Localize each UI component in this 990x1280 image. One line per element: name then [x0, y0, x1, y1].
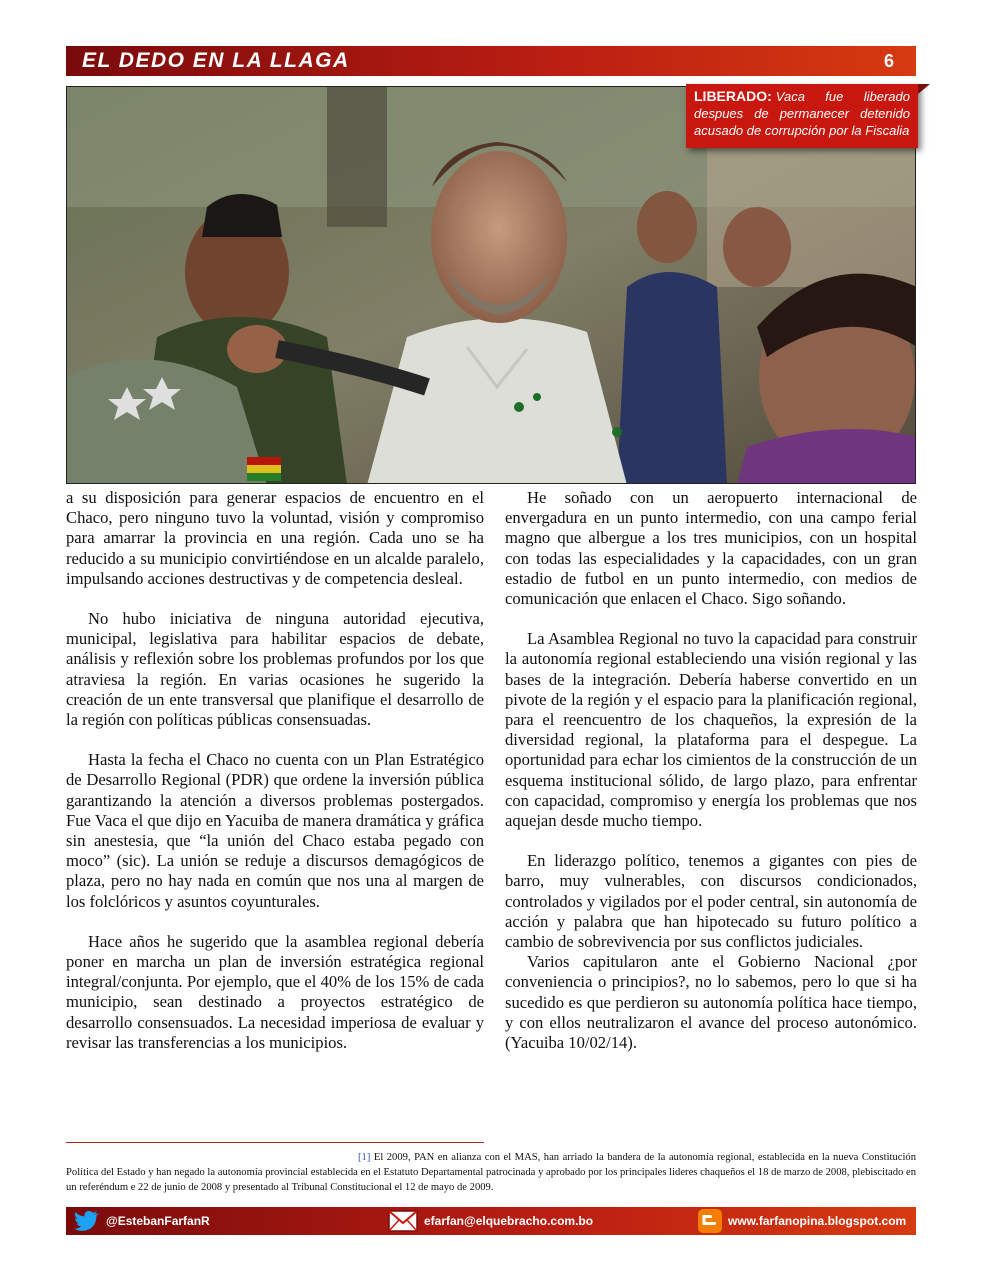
page-header — [66, 46, 916, 76]
footnote-ref-link[interactable]: [1] — [358, 1152, 371, 1163]
left-column — [66, 488, 484, 1053]
paragraph: Varios capitularon ante el Gobierno Nacional ¿por conveniencia o principios?, no lo sabemos, pero lo que si ha sucedido es que perdieron su autonomía política hace tiempo, y con ellos neutralizaron el avance del proceso autonómico. (Yacuiba 10/02/14). — [505, 952, 917, 1053]
caption-label: LIBERADO: — [694, 88, 772, 104]
twitter-bird-icon — [74, 1210, 100, 1232]
section-title: EL DEDO EN LA LLAGA — [82, 49, 350, 72]
right-column — [505, 488, 917, 1053]
caption-fold — [918, 84, 930, 94]
email-text: efarfan@elquebracho.com.bo — [424, 1214, 594, 1228]
twitter-text: @EstebanFarfanR — [106, 1214, 210, 1228]
paragraph: La Asamblea Regional no tuvo la capacidad para construir la autonomía regional estableciendo una visión regional y las bases de la integración. Debería haberse convertido en un pivote de la región y el espacio para la planificación regional, para el reencuentro de los chaqueños, la expresión de la diversidad regional, la plataforma para el despegue. La oportunidad para echar los cimientos de la construcción de un esquema institucional sólido, de largo plazo, para enfrentar con capacidad, compromiso y energía los problemas que nos aquejan desde mucho tiempo. — [505, 629, 917, 831]
footnote-text: El 2009, PAN en alianza con el MAS, han arriado la bandera de la autonomía regional, establecida en la nueva Constitución Política del Estado y han negado la autonomía provincial establecida en el Estatuto Departamental patrocinada y aprobado por los principales lideres chaqueños el 18 de marzo de 2008, plebiscitado en un referéndum e 22 de junio de 2008 y presentado al Tribunal Constitucional el 12 de mayo de 2009. — [66, 1152, 916, 1193]
footnote-divider — [66, 1142, 484, 1143]
blog-link[interactable] — [698, 1209, 906, 1233]
paragraph: a su disposición para generar espacios de encuentro en el Chaco, pero ninguno tuvo la voluntad, visión y compromiso para amarrar la provincia en una región. Cada uno se ha reducido a su municipio convirtiéndose en un alcalde paralelo, impulsando acciones destructivas y de competencia desleal. — [66, 488, 484, 588]
twitter-handle[interactable] — [74, 1210, 210, 1232]
photo-caption — [686, 84, 918, 148]
paragraph: No hubo iniciativa de ninguna autoridad ejecutiva, municipal, legislativa para habilitar espacios de debate, análisis y reflexión sobre los problemas profundos por los que atraviesa la región. En varias ocasiones he sugerido la creación de un ente transversal que planifique el desarrollo de la región con políticas públicas consensuadas. — [66, 609, 484, 730]
paragraph: He soñado con un aeropuerto internacional de envergadura en un punto intermedio, con una campo ferial magno que albergue a los tres municipios, con un hospital con todas las especialidades y la capacidades, con un gran estadio de futbol en un punto intermedio, con medios de comunicación que enlacen el Chaco. Sigo soñando. — [505, 488, 917, 609]
page-footer — [66, 1207, 916, 1235]
page-number: 6 — [883, 50, 894, 71]
blogger-icon — [698, 1209, 722, 1233]
contact-email[interactable] — [388, 1210, 593, 1232]
paragraph: Hasta la fecha el Chaco no cuenta con un Plan Estratégico de Desarrollo Regional (PDR) que ordene la inversión pública garantizando la atención a diversos problemas postergados. Fue Vaca el que dijo en Yacuiba de manera dramática y gráfica sin anestesia, que “la unión del Chaco estaba pegado con moco” (sic). La unión se reduje a discursos demagógicos de plaza, pero no hay nada en común que nos una al margen de los folclóricos y asuntos coyunturales. — [66, 750, 484, 911]
paragraph: En liderazgo político, tenemos a gigantes con pies de barro, muy vulnerables, con discursos condicionados, controlados y vigilados por el poder central, sin autonomía de acción y palabra que han hipotecado su futuro político a cambio de sobrevivencia por sus conflictos judiciales. — [505, 851, 917, 952]
caption-text: Vaca fue liberado despues de permanecer detenido acusado de corrupción por la Fiscalia — [694, 89, 910, 138]
envelope-icon — [388, 1210, 418, 1232]
paragraph: Hace años he sugerido que la asamblea regional debería poner en marcha un plan de inversión estratégica regional integral/conjunta. Por ejemplo, que el 40% de los 15% de cada municipio, sean destinado a proyectos estratégico de desarrollo consensuados. La necesidad imperiosa de evaluar y revisar las transferencias a los municipios. — [66, 931, 484, 1052]
website-text: www.farfanopina.blogspot.com — [728, 1214, 907, 1228]
footnote — [66, 1150, 916, 1195]
